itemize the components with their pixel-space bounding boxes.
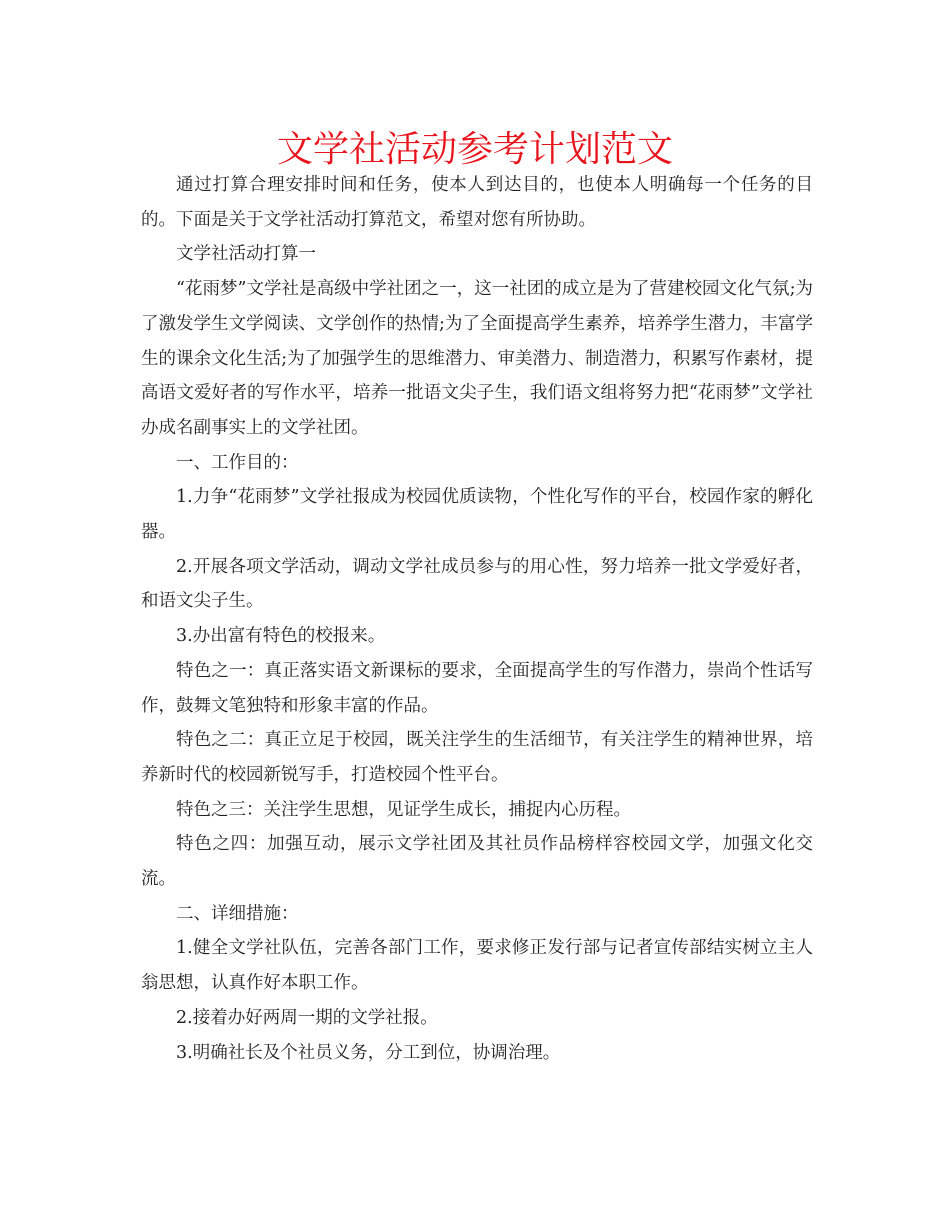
list-item: 2.接着办好两周一期的文学社报。 (176, 1007, 438, 1028)
document-title: 文学社活动参考计划范文 (276, 129, 673, 170)
document-body (141, 168, 813, 1070)
paragraph: 特色之一：真正落实语文新课标的要求，全面提高学生的写作潜力，崇尚个性话写作，鼓舞文笔独特和形象丰富的作品。 (141, 660, 813, 716)
list-item: 3.明确社长及个社员义务，分工到位，协调治理。 (176, 1042, 561, 1063)
paragraph: 通过打算合理安排时间和任务，使本人到达目的，也使本人明确每一个任务的目的。下面是关于文学社活动打算范文，希望对您有所协助。 (141, 175, 813, 230)
list-item: 1.健全文学社队伍，完善各部门工作，要求修正发行部与记者宣传部结实树立主人翁思想，认真作好本职工作。 (141, 938, 813, 994)
list-item: 2.开展各项文学活动，调动文学社成员参与的用心性，努力培养一批文学爱好者，和语文尖子生。 (141, 556, 813, 612)
list-item: 1.力争“花雨梦”文学社报成为校园优质读物，个性化写作的平台，校园作家的孵化器。 (141, 487, 813, 543)
section-heading: 一、工作目的： (176, 452, 299, 473)
list-item: 3.办出富有特色的校报来。 (176, 626, 386, 647)
paragraph: 特色之三：关注学生思想，见证学生成长，捕捉内心历程。 (176, 799, 631, 820)
paragraph: 特色之二：真正立足于校园，既关注学生的生活细节，有关注学生的精神世界，培养新时代的校园新锐写手，打造校园个性平台。 (141, 730, 813, 785)
section-heading: 二、详细措施： (176, 903, 299, 924)
paragraph: 特色之四：加强互动，展示文学社团及其社员作品榜样容校园文学，加强文化交流。 (141, 834, 813, 890)
section-heading: 文学社活动打算一 (176, 244, 316, 265)
paragraph: “花雨梦”文学社是高级中学社团之一，这一社团的成立是为了营建校园文化气氛;为了激发学生文学阅读、文学创作的热情;为了全面提高学生素养，培养学生潜力，丰富学生的课余文化生活;为了加强学生的思维潜力、审美潜力、制造潜力，积累写作素材，提高语文爱好者的写作水平，培养一批语文尖子生，我们语文组将努力把“花雨梦”文学社办成名副事实上的文学社团。 (141, 279, 813, 438)
